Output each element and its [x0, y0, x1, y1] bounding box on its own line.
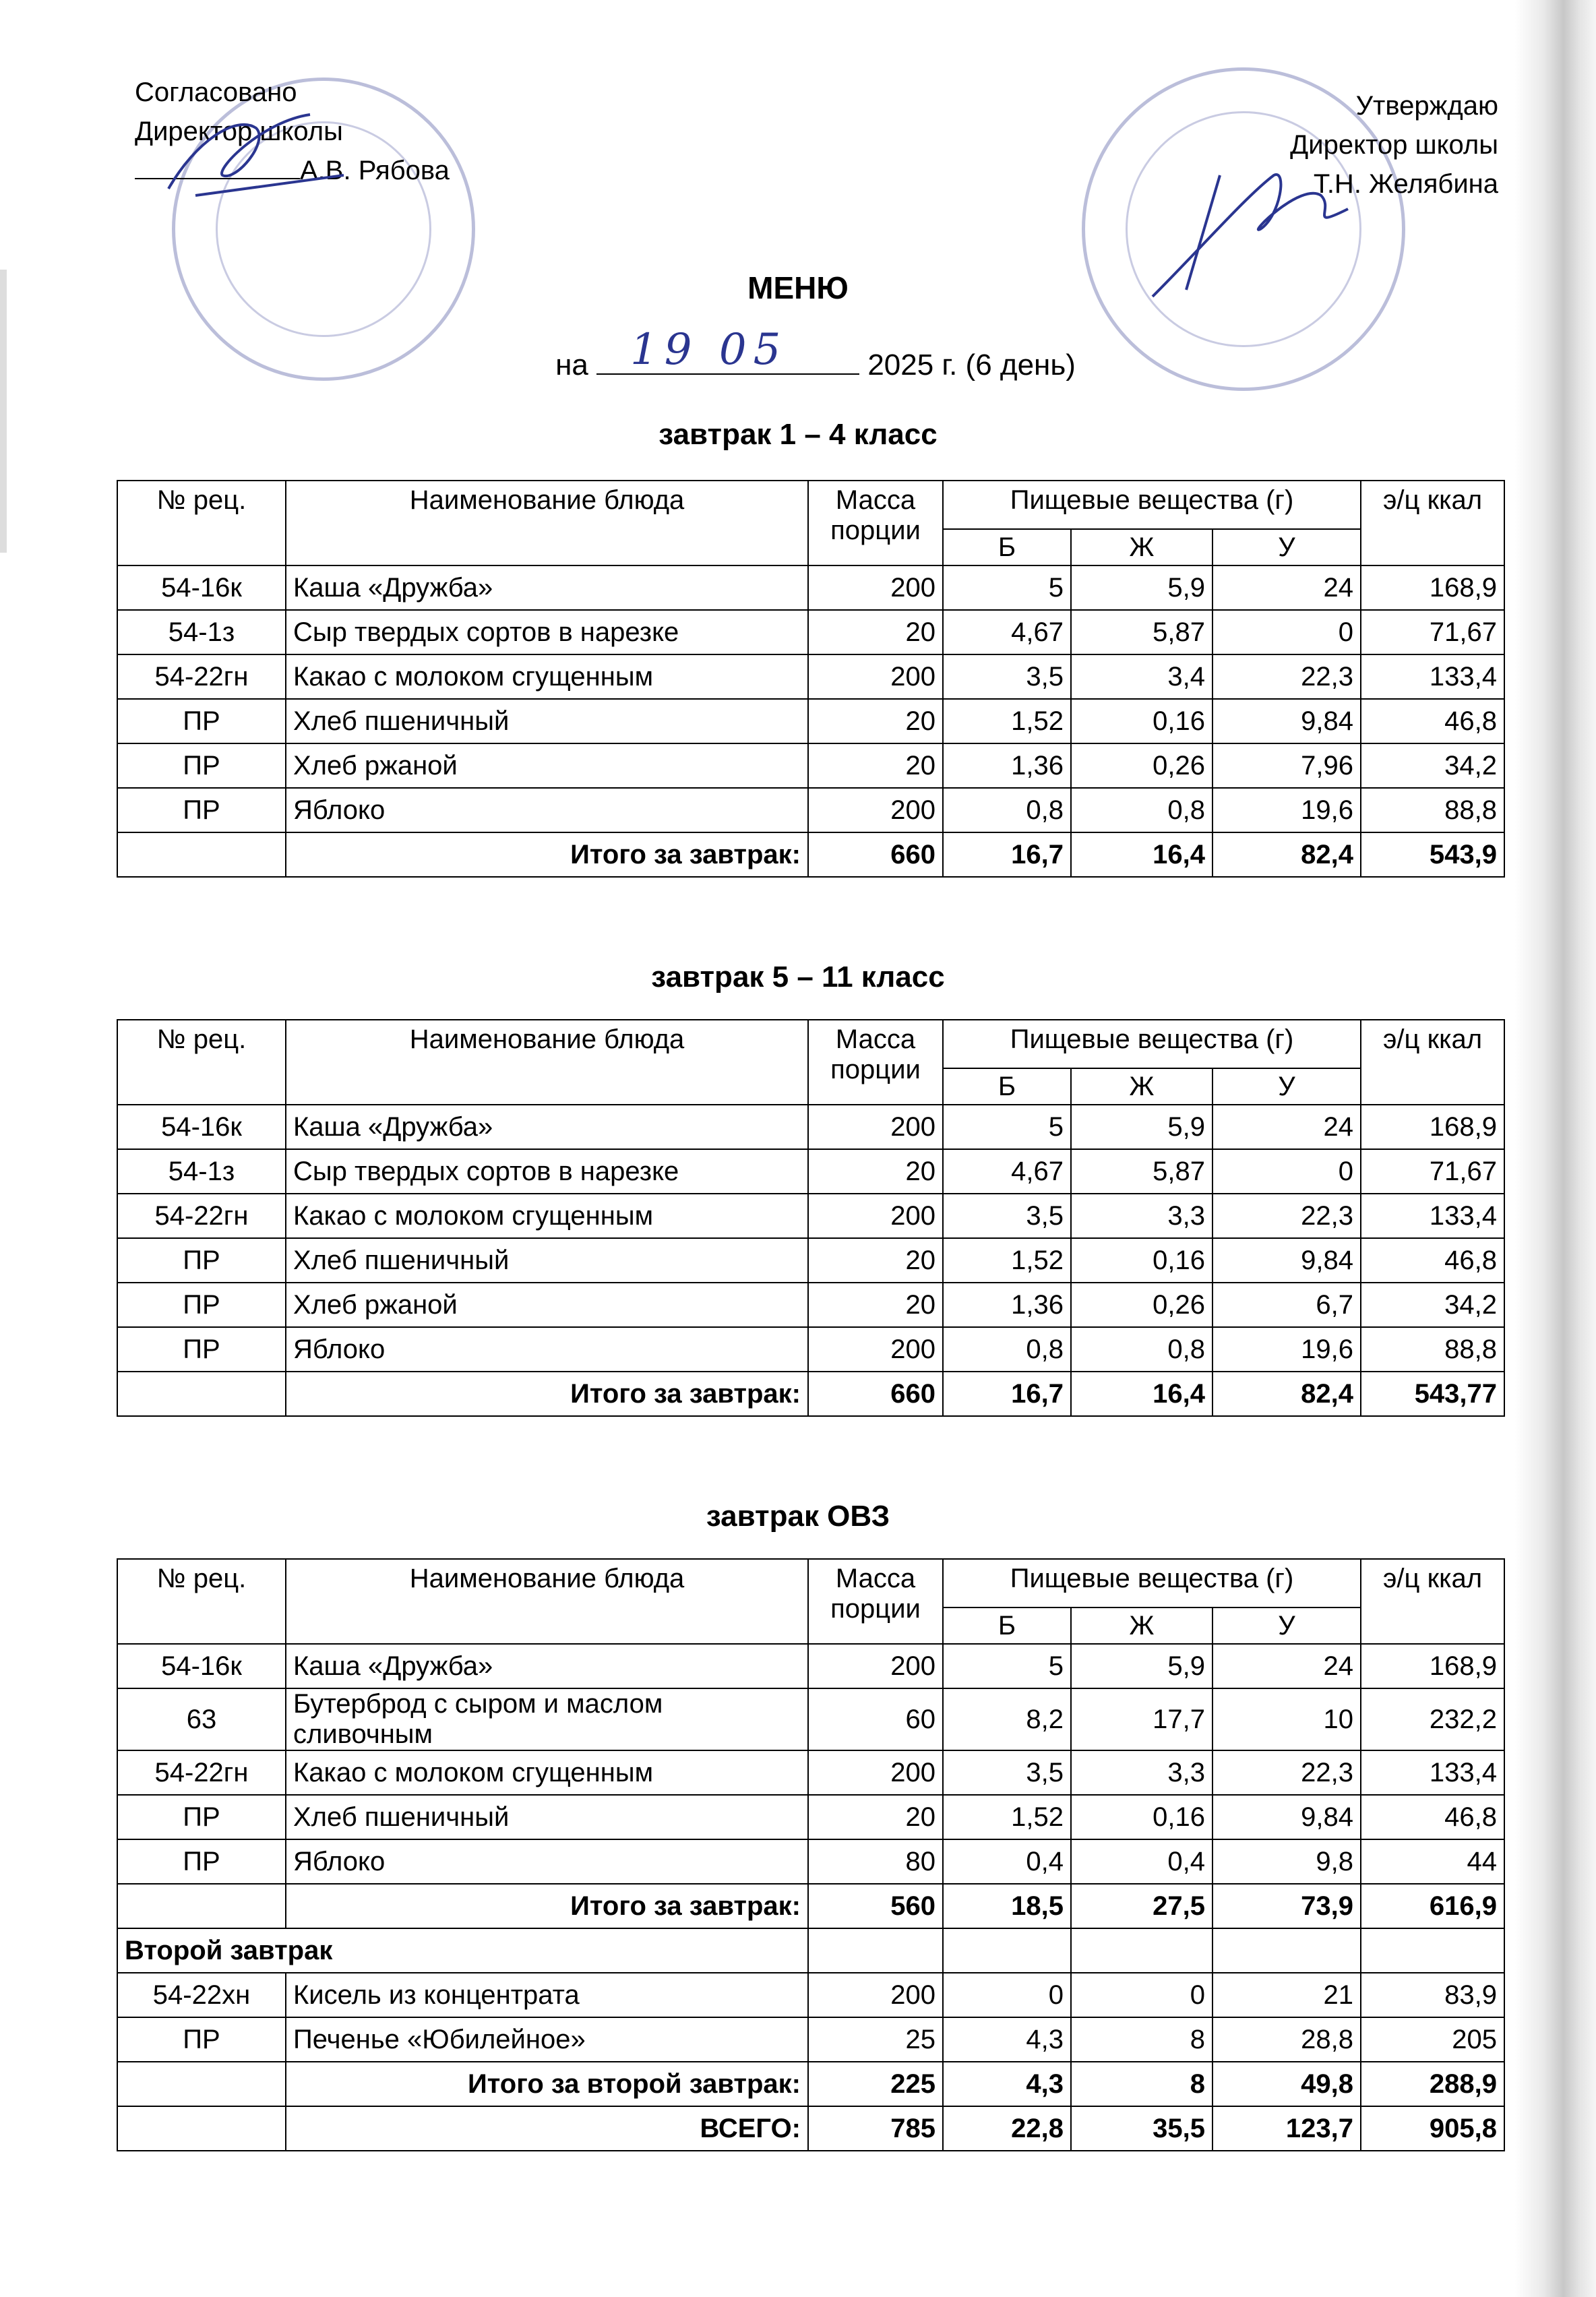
cell-u: 24 — [1213, 1105, 1361, 1149]
col-header-energy: э/ц ккал — [1361, 1559, 1504, 1644]
date-blank — [596, 325, 859, 375]
cell-mass: 20 — [808, 699, 943, 743]
cell-b: 4,3 — [943, 2017, 1071, 2062]
cell-b: 0 — [943, 1973, 1071, 2017]
total-zh: 16,4 — [1071, 1372, 1213, 1416]
cell-b: 3,5 — [943, 1194, 1071, 1238]
cell-empty — [1361, 1928, 1504, 1973]
total-row — [117, 1884, 1504, 1928]
cell-mass: 200 — [808, 565, 943, 610]
cell-mass: 200 — [808, 1327, 943, 1372]
menu-table-1 — [117, 480, 1505, 878]
table-header-row — [117, 481, 1504, 529]
cell-u: 9,8 — [1213, 1839, 1361, 1884]
cell-u: 24 — [1213, 1644, 1361, 1688]
cell-rec: ПР — [117, 1795, 286, 1839]
total-b: 16,7 — [943, 1372, 1071, 1416]
cell-rec: ПР — [117, 699, 286, 743]
cell-b: 0,8 — [943, 788, 1071, 832]
cell-rec: ПР — [117, 1327, 286, 1372]
approval-right-name: Т.Н. Желябина — [1313, 169, 1498, 199]
cell-u: 24 — [1213, 565, 1361, 610]
total-b: 18,5 — [943, 1884, 1071, 1928]
approval-left-position: Директор школы — [135, 117, 343, 146]
cell-mass: 20 — [808, 1238, 943, 1283]
cell-zh: 5,9 — [1071, 1105, 1213, 1149]
col-header-zh: Ж — [1071, 1607, 1213, 1644]
cell-energy: 46,8 — [1361, 1238, 1504, 1283]
table-row — [117, 1795, 1504, 1839]
cell-mass: 200 — [808, 1194, 943, 1238]
cell-rec: 54-1з — [117, 610, 286, 654]
cell-energy: 88,8 — [1361, 1327, 1504, 1372]
total-b: 4,3 — [943, 2062, 1071, 2106]
cell-u: 22,3 — [1213, 1194, 1361, 1238]
table-row — [117, 1327, 1504, 1372]
total-u: 49,8 — [1213, 2062, 1361, 2106]
cell-energy: 34,2 — [1361, 1283, 1504, 1327]
cell-dish-name: Сыр твердых сортов в нарезке — [286, 610, 808, 654]
cell-zh: 5,87 — [1071, 610, 1213, 654]
cell-zh: 0,16 — [1071, 1238, 1213, 1283]
cell-empty — [117, 1372, 286, 1416]
cell-zh: 0,8 — [1071, 788, 1213, 832]
cell-dish-name: Сыр твердых сортов в нарезке — [286, 1149, 808, 1194]
total-label: Итого за завтрак: — [286, 1884, 808, 1928]
cell-b: 5 — [943, 1644, 1071, 1688]
col-header-mass: Масса порции — [808, 1020, 943, 1105]
cell-mass: 25 — [808, 2017, 943, 2062]
cell-mass: 200 — [808, 1973, 943, 2017]
table-row — [117, 1973, 1504, 2017]
cell-dish-name: Хлеб пшеничный — [286, 1795, 808, 1839]
cell-zh: 0,4 — [1071, 1839, 1213, 1884]
cell-zh: 3,3 — [1071, 1194, 1213, 1238]
table-row — [117, 1194, 1504, 1238]
cell-rec: ПР — [117, 1283, 286, 1327]
cell-u: 9,84 — [1213, 1238, 1361, 1283]
total-energy: 905,8 — [1361, 2106, 1504, 2151]
cell-energy: 168,9 — [1361, 1105, 1504, 1149]
cell-zh: 5,87 — [1071, 1149, 1213, 1194]
col-header-u: У — [1213, 1068, 1361, 1105]
cell-zh: 0,16 — [1071, 1795, 1213, 1839]
cell-energy: 133,4 — [1361, 1194, 1504, 1238]
total-mass: 560 — [808, 1884, 943, 1928]
grand-total-row — [117, 2106, 1504, 2151]
total-label: Итого за завтрак: — [286, 1372, 808, 1416]
col-header-name: Наименование блюда — [286, 481, 808, 565]
cell-u: 9,84 — [1213, 1795, 1361, 1839]
section-title-1: завтрак 1 – 4 класс — [658, 418, 938, 451]
cell-mass: 200 — [808, 1644, 943, 1688]
table-row — [117, 610, 1504, 654]
table-row — [117, 1149, 1504, 1194]
cell-rec: 54-16к — [117, 1644, 286, 1688]
cell-b: 0,4 — [943, 1839, 1071, 1884]
table-row — [117, 565, 1504, 610]
cell-energy: 83,9 — [1361, 1973, 1504, 2017]
cell-energy: 44 — [1361, 1839, 1504, 1884]
cell-dish-name: Каша «Дружба» — [286, 1105, 808, 1149]
table-row — [117, 743, 1504, 788]
col-header-zh: Ж — [1071, 529, 1213, 565]
total-energy: 543,77 — [1361, 1372, 1504, 1416]
cell-mass: 20 — [808, 1149, 943, 1194]
cell-rec: 54-16к — [117, 565, 286, 610]
cell-energy: 71,67 — [1361, 1149, 1504, 1194]
total-u: 82,4 — [1213, 1372, 1361, 1416]
cell-rec: 54-22хн — [117, 1973, 286, 2017]
table-row — [117, 1644, 1504, 1688]
col-header-energy: э/ц ккал — [1361, 1020, 1504, 1105]
cell-u: 6,7 — [1213, 1283, 1361, 1327]
cell-zh: 0,16 — [1071, 699, 1213, 743]
cell-energy: 46,8 — [1361, 1795, 1504, 1839]
section-title-2: завтрак 5 – 11 класс — [651, 960, 945, 993]
cell-b: 5 — [943, 1105, 1071, 1149]
col-header-nutrients: Пищевые вещества (г) — [943, 1559, 1361, 1607]
section-title-3: завтрак ОВЗ — [706, 1500, 890, 1533]
cell-energy: 34,2 — [1361, 743, 1504, 788]
table-row — [117, 1688, 1504, 1750]
cell-energy: 133,4 — [1361, 1750, 1504, 1795]
cell-b: 0,8 — [943, 1327, 1071, 1372]
cell-b: 4,67 — [943, 1149, 1071, 1194]
second-total-row — [117, 2062, 1504, 2106]
total-u: 82,4 — [1213, 832, 1361, 877]
cell-u: 9,84 — [1213, 699, 1361, 743]
cell-b: 3,5 — [943, 1750, 1071, 1795]
cell-dish-name: Какао с молоком сгущенным — [286, 654, 808, 699]
cell-dish-name: Каша «Дружба» — [286, 565, 808, 610]
table-row — [117, 1238, 1504, 1283]
cell-mass: 60 — [808, 1688, 943, 1750]
total-label: Итого за второй завтрак: — [286, 2062, 808, 2106]
col-header-rec: № рец. — [117, 1559, 286, 1644]
total-mass: 225 — [808, 2062, 943, 2106]
cell-empty — [117, 1884, 286, 1928]
cell-mass: 20 — [808, 610, 943, 654]
menu-table-3 — [117, 1558, 1505, 2151]
cell-u: 21 — [1213, 1973, 1361, 2017]
total-b: 22,8 — [943, 2106, 1071, 2151]
cell-empty — [1071, 1928, 1213, 1973]
cell-rec: 54-16к — [117, 1105, 286, 1149]
table-row — [117, 654, 1504, 699]
cell-energy: 71,67 — [1361, 610, 1504, 654]
cell-rec: ПР — [117, 743, 286, 788]
cell-zh: 0,26 — [1071, 1283, 1213, 1327]
cell-zh: 17,7 — [1071, 1688, 1213, 1750]
approval-right-position: Директор школы — [1290, 130, 1498, 160]
menu-table-2 — [117, 1019, 1505, 1417]
page-title: МЕНЮ — [747, 270, 849, 305]
cell-mass: 20 — [808, 1795, 943, 1839]
cell-zh: 0,26 — [1071, 743, 1213, 788]
total-zh: 16,4 — [1071, 832, 1213, 877]
total-zh: 27,5 — [1071, 1884, 1213, 1928]
table-row — [117, 1750, 1504, 1795]
cell-b: 5 — [943, 565, 1071, 610]
total-label: Итого за завтрак: — [286, 832, 808, 877]
cell-energy: 133,4 — [1361, 654, 1504, 699]
col-header-name: Наименование блюда — [286, 1559, 808, 1644]
col-header-nutrients: Пищевые вещества (г) — [943, 1020, 1361, 1068]
cell-b: 1,36 — [943, 1283, 1071, 1327]
cell-b: 1,36 — [943, 743, 1071, 788]
cell-u: 22,3 — [1213, 1750, 1361, 1795]
cell-dish-name: Хлеб пшеничный — [286, 1238, 808, 1283]
total-label: ВСЕГО: — [286, 2106, 808, 2151]
total-u: 73,9 — [1213, 1884, 1361, 1928]
total-mass: 785 — [808, 2106, 943, 2151]
total-zh: 35,5 — [1071, 2106, 1213, 2151]
cell-energy: 168,9 — [1361, 565, 1504, 610]
cell-rec: 54-22гн — [117, 1750, 286, 1795]
cell-rec: 54-22гн — [117, 654, 286, 699]
cell-b: 1,52 — [943, 699, 1071, 743]
col-header-rec: № рец. — [117, 1020, 286, 1105]
cell-dish-name: Хлеб пшеничный — [286, 699, 808, 743]
cell-empty — [1213, 1928, 1361, 1973]
second-breakfast-header-row — [117, 1928, 1504, 1973]
cell-dish-name: Каша «Дружба» — [286, 1644, 808, 1688]
col-header-name: Наименование блюда — [286, 1020, 808, 1105]
col-header-b: Б — [943, 1607, 1071, 1644]
cell-rec: ПР — [117, 788, 286, 832]
total-b: 16,7 — [943, 832, 1071, 877]
cell-dish-name: Бутерброд с сыром и маслом сливочным — [286, 1688, 808, 1750]
col-header-u: У — [1213, 1607, 1361, 1644]
cell-zh: 8 — [1071, 2017, 1213, 2062]
col-header-mass: Масса порции — [808, 481, 943, 565]
cell-rec: ПР — [117, 1839, 286, 1884]
cell-energy: 168,9 — [1361, 1644, 1504, 1688]
cell-dish-name: Яблоко — [286, 1327, 808, 1372]
col-header-u: У — [1213, 529, 1361, 565]
cell-dish-name: Какао с молоком сгущенным — [286, 1750, 808, 1795]
cell-u: 22,3 — [1213, 654, 1361, 699]
cell-zh: 0,8 — [1071, 1327, 1213, 1372]
cell-b: 8,2 — [943, 1688, 1071, 1750]
table-row — [117, 1839, 1504, 1884]
cell-dish-name: Печенье «Юбилейное» — [286, 2017, 808, 2062]
table-header-row — [117, 1020, 1504, 1068]
cell-mass: 200 — [808, 788, 943, 832]
cell-dish-name: Хлеб ржаной — [286, 1283, 808, 1327]
cell-u: 10 — [1213, 1688, 1361, 1750]
col-header-b: Б — [943, 529, 1071, 565]
cell-empty — [943, 1928, 1071, 1973]
cell-energy: 46,8 — [1361, 699, 1504, 743]
cell-energy: 88,8 — [1361, 788, 1504, 832]
col-header-zh: Ж — [1071, 1068, 1213, 1105]
cell-dish-name: Кисель из концентрата — [286, 1973, 808, 2017]
cell-u: 19,6 — [1213, 1327, 1361, 1372]
date-suffix: 2025 г. (6 день) — [867, 348, 1076, 381]
approval-right-title: Утверждаю — [1355, 91, 1498, 121]
cell-energy: 232,2 — [1361, 1688, 1504, 1750]
scan-left-edge — [0, 270, 7, 553]
cell-mass: 20 — [808, 743, 943, 788]
table-header-row — [117, 1559, 1504, 1607]
cell-mass: 200 — [808, 1750, 943, 1795]
cell-empty — [117, 2062, 286, 2106]
table-row — [117, 1105, 1504, 1149]
cell-zh: 5,9 — [1071, 565, 1213, 610]
cell-b: 3,5 — [943, 654, 1071, 699]
col-header-nutrients: Пищевые вещества (г) — [943, 481, 1361, 529]
cell-mass: 200 — [808, 654, 943, 699]
cell-u: 19,6 — [1213, 788, 1361, 832]
approval-left-name: А.В. Рябова — [300, 156, 450, 185]
date-line — [0, 325, 1596, 382]
cell-u: 28,8 — [1213, 2017, 1361, 2062]
cell-dish-name: Яблоко — [286, 1839, 808, 1884]
cell-rec: ПР — [117, 1238, 286, 1283]
date-prefix: на — [555, 348, 588, 381]
cell-rec: 54-22гн — [117, 1194, 286, 1238]
total-zh: 8 — [1071, 2062, 1213, 2106]
cell-dish-name: Яблоко — [286, 788, 808, 832]
cell-energy: 205 — [1361, 2017, 1504, 2062]
cell-zh: 0 — [1071, 1973, 1213, 2017]
cell-u: 0 — [1213, 1149, 1361, 1194]
cell-rec: 63 — [117, 1688, 286, 1750]
cell-empty — [117, 2106, 286, 2151]
cell-b: 1,52 — [943, 1795, 1071, 1839]
cell-rec: 54-1з — [117, 1149, 286, 1194]
col-header-rec: № рец. — [117, 481, 286, 565]
total-u: 123,7 — [1213, 2106, 1361, 2151]
cell-b: 1,52 — [943, 1238, 1071, 1283]
col-header-energy: э/ц ккал — [1361, 481, 1504, 565]
cell-rec: ПР — [117, 2017, 286, 2062]
col-header-b: Б — [943, 1068, 1071, 1105]
cell-mass: 80 — [808, 1839, 943, 1884]
approval-left-title: Согласовано — [135, 78, 297, 107]
table-row — [117, 1283, 1504, 1327]
cell-u: 0 — [1213, 610, 1361, 654]
cell-mass: 20 — [808, 1283, 943, 1327]
total-row — [117, 1372, 1504, 1416]
cell-u: 7,96 — [1213, 743, 1361, 788]
total-mass: 660 — [808, 1372, 943, 1416]
cell-zh: 3,4 — [1071, 654, 1213, 699]
total-row — [117, 832, 1504, 877]
cell-zh: 5,9 — [1071, 1644, 1213, 1688]
cell-mass: 200 — [808, 1105, 943, 1149]
total-energy: 288,9 — [1361, 2062, 1504, 2106]
cell-dish-name: Хлеб ржаной — [286, 743, 808, 788]
table-row — [117, 2017, 1504, 2062]
table-row — [117, 788, 1504, 832]
total-mass: 660 — [808, 832, 943, 877]
cell-dish-name: Какао с молоком сгущенным — [286, 1194, 808, 1238]
signature-left — [155, 101, 357, 209]
cell-empty — [808, 1928, 943, 1973]
cell-empty — [117, 832, 286, 877]
col-header-mass: Масса порции — [808, 1559, 943, 1644]
cell-b: 4,67 — [943, 610, 1071, 654]
second-breakfast-label: Второй завтрак — [117, 1928, 808, 1973]
total-energy: 543,9 — [1361, 832, 1504, 877]
cell-zh: 3,3 — [1071, 1750, 1213, 1795]
total-energy: 616,9 — [1361, 1884, 1504, 1928]
table-row — [117, 699, 1504, 743]
date-handwritten: 19 05 — [630, 325, 788, 375]
